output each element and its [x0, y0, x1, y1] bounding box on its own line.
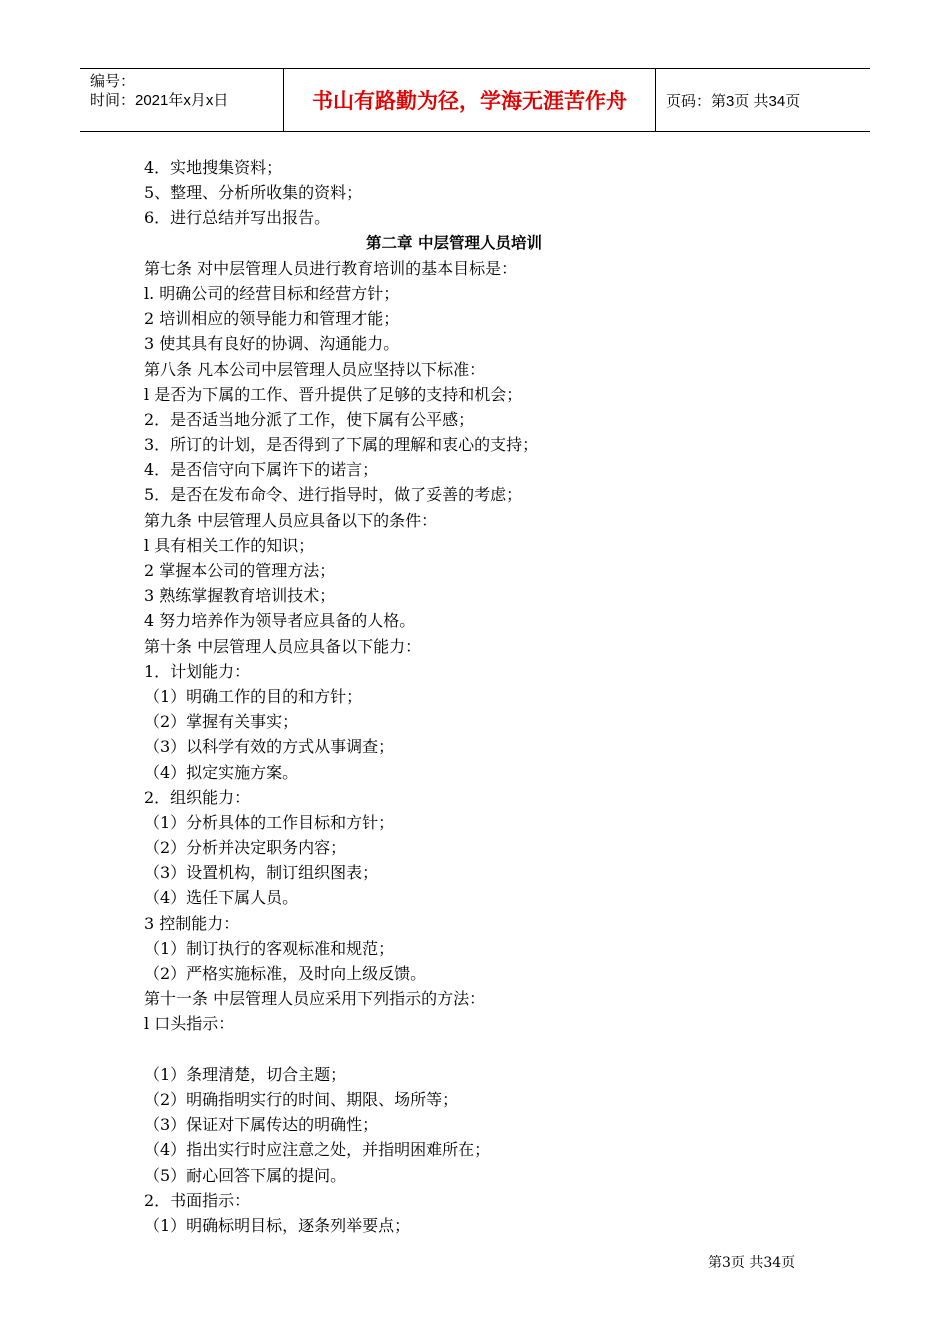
body-line: 2 培训相应的领导能力和管理才能；	[144, 309, 400, 329]
body-line: 5．是否在发布命令、进行指导时，做了妥善的考虑；	[144, 485, 523, 505]
body-line: （2）掌握有关事实；	[144, 712, 299, 732]
body-line: l 是否为下属的工作、晋升提供了足够的支持和机会；	[144, 384, 523, 404]
chapter-heading: 第二章 中层管理人员培训	[366, 233, 542, 252]
body-line: l. 明确公司的经营目标和经营方针；	[144, 283, 400, 303]
body-line: （3）保证对下属传达的明确性；	[144, 1115, 379, 1135]
body-line: 第九条 中层管理人员应具备以下的条件：	[144, 510, 438, 530]
body-line: 第十条 中层管理人员应具备以下能力：	[144, 636, 422, 656]
body-line: 第八条 凡本公司中层管理人员应坚持以下标准：	[144, 359, 486, 379]
body-line: l 口头指示：	[144, 1014, 235, 1034]
document-body	[144, 155, 844, 1238]
body-line: 2．组织能力：	[144, 787, 251, 807]
body-line: （4）拟定实施方案。	[144, 762, 299, 782]
body-line: 2．书面指示：	[144, 1190, 251, 1210]
body-line: （4）指出实行时应注意之处，并指明困难所在；	[144, 1140, 491, 1160]
page-header	[80, 68, 870, 132]
body-line: 3 使其具有良好的协调、沟通能力。	[144, 334, 400, 354]
body-line: l 具有相关工作的知识；	[144, 535, 315, 555]
body-line: 2 掌握本公司的管理方法；	[144, 561, 336, 580]
body-line: 4．实地搜集资料；	[144, 158, 283, 177]
document-date-label: 时间：2021年x月x日	[90, 92, 229, 109]
body-line: 3 控制能力：	[144, 913, 240, 933]
page-footer: 第3页 共34页	[708, 1255, 796, 1271]
body-line: 2．是否适当地分派了工作，使下属有公平感；	[144, 409, 475, 429]
body-line: 1．计划能力：	[144, 661, 251, 681]
header-meta	[80, 69, 283, 131]
body-line: （1）制订执行的客观标准和规范；	[144, 938, 395, 958]
body-line: 3 熟练掌握教育培训技术；	[144, 586, 336, 606]
blank-line	[144, 1037, 844, 1062]
body-line: （1）条理清楚，切合主题；	[144, 1064, 347, 1084]
document-number-label: 编号：	[90, 73, 136, 90]
body-line: 第七条 对中层管理人员进行教育培训的基本目标是：	[144, 258, 518, 278]
body-line: （1）分析具体的工作目标和方针；	[144, 812, 395, 832]
body-line: （3）设置机构，制订组织图表；	[144, 863, 379, 883]
body-line: 3．所订的计划，是否得到了下属的理解和衷心的支持；	[144, 435, 539, 455]
body-line: （1）明确工作的目的和方针；	[144, 686, 363, 706]
body-line: （2）严格实施标准，及时向上级反馈。	[144, 964, 427, 983]
body-line: （4）选任下属人员。	[144, 888, 299, 908]
header-page-number: 页码：第3页 共34页	[666, 92, 801, 110]
header-motto: 书山有路勤为径，学海无涯苦作舟	[283, 69, 656, 131]
body-line: 第十一条 中层管理人员应采用下列指示的方法：	[144, 989, 486, 1009]
body-line: （1）明确标明目标，逐条列举要点；	[144, 1215, 411, 1235]
body-line: 6．进行总结并写出报告。	[144, 208, 331, 228]
body-line: 5、整理、分析所收集的资料；	[144, 183, 363, 203]
body-line: （3）以科学有效的方式从事调查；	[144, 737, 395, 757]
body-line: 4．是否信守向下属许下的诺言；	[144, 460, 379, 480]
body-line: （2）分析并决定职务内容；	[144, 838, 347, 858]
body-line: （5）耐心回答下属的提问。	[144, 1165, 347, 1185]
body-line: 4 努力培养作为领导者应具备的人格。	[144, 611, 416, 631]
body-line: （2）明确指明实行的时间、期限、场所等；	[144, 1089, 459, 1109]
